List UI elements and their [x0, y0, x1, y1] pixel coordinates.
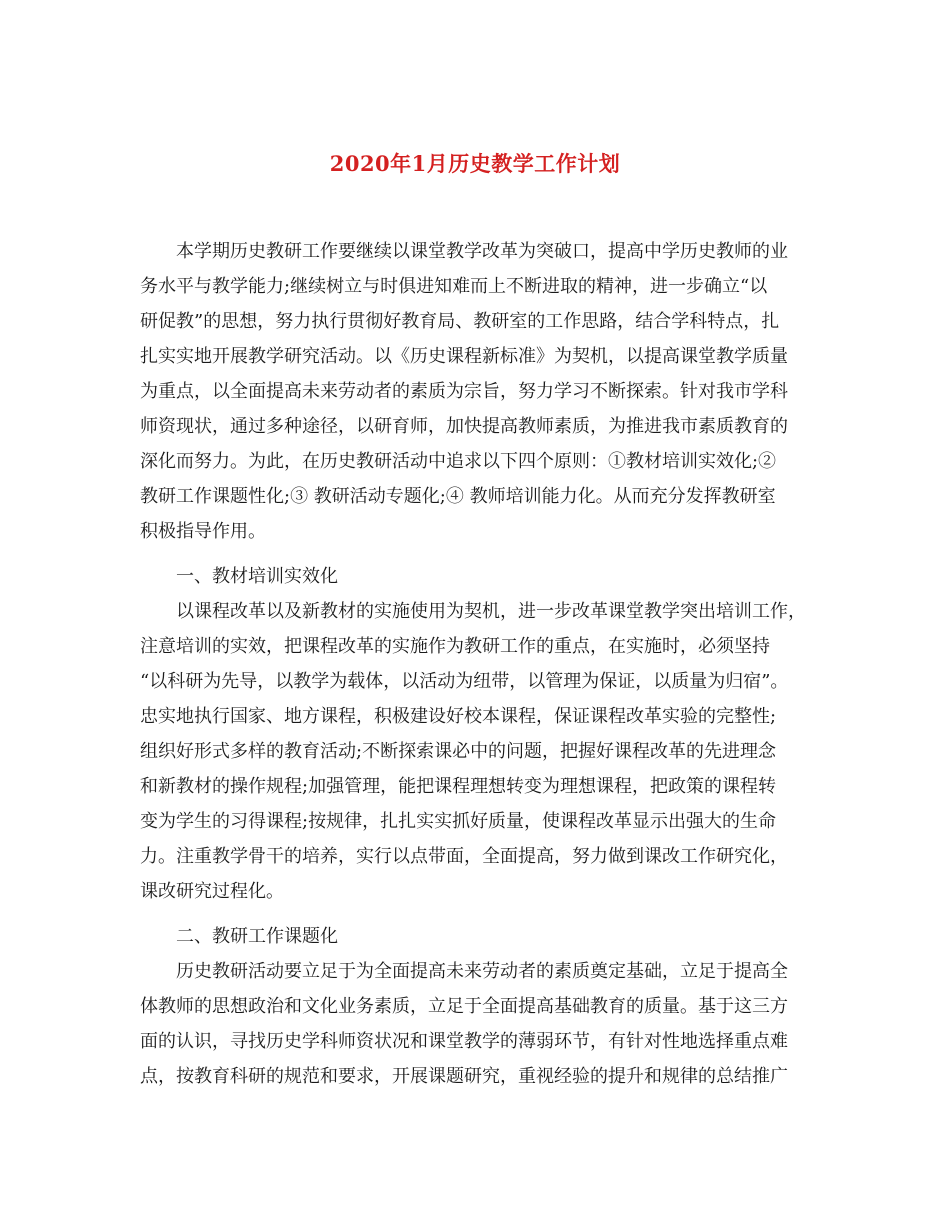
paragraph-line: 和新教材的操作规程;加强管理，能把课程理想转变为理想课程，把政策的课程转 — [140, 776, 777, 797]
paragraph-line: 师资现状，通过多种途径，以研育师，加快提高教师素质，为推进我市素质教育的 — [140, 416, 788, 437]
paragraph-line: 为重点，以全面提高未来劳动者的素质为宗旨，努力学习不断探索。针对我市学科 — [140, 381, 788, 402]
paragraph-line: 体教师的思想政治和文化业务素质，立足于全面提高基础教育的质量。基于这三方 — [140, 996, 788, 1017]
paragraph-line: 积极指导作用。 — [140, 521, 266, 542]
paragraph-line: 务水平与教学能力;继续树立与时俱进知难而上不断进取的精神，进一步确立“以 — [140, 276, 768, 297]
section-heading: 一、教材培训实效化 — [176, 566, 338, 587]
paragraph-line: 本学期历史教研工作要继续以课堂教学改革为突破口，提高中学历史教师的业 — [176, 241, 788, 262]
paragraph-line: 扎实实地开展教学研究活动。以《历史课程新标准》为契机，以提高课堂教学质量 — [140, 346, 788, 367]
paragraph-line: 以课程改革以及新教材的实施使用为契机，进一步改革课堂教学突出培训工作， — [176, 601, 806, 622]
paragraph-line: 点，按教育科研的规范和要求，开展课题研究，重视经验的提升和规律的总结推广 — [140, 1066, 788, 1087]
paragraph-line: 组织好形式多样的教育活动;不断探索课必中的问题，把握好课程改革的先进理念 — [140, 741, 777, 762]
document-title: 2020年1月历史教学工作计划 — [329, 151, 621, 176]
paragraph-line: 深化而努力。为此，在历史教研活动中追求以下四个原则：①教材培训实效化;② — [140, 451, 777, 472]
paragraph-line: 力。注重教学骨干的培养，实行以点带面，全面提高，努力做到课改工作研究化， — [140, 846, 788, 867]
paragraph-line: 面的认识，寻找历史学科师资状况和课堂教学的薄弱环节，有针对性地选择重点难 — [140, 1031, 788, 1052]
paragraph-line: 注意培训的实效，把课程改革的实施作为教研工作的重点，在实施时，必须坚持 — [140, 636, 770, 657]
paragraph-line: 变为学生的习得课程;按规律，扎扎实实抓好质量，使课程改革显示出强大的生命 — [140, 811, 777, 832]
paragraph-line: 教研工作课题性化;③ 教研活动专题化;④ 教师培训能力化。从而充分发挥教研室 — [140, 486, 776, 507]
paragraph-line: 课改研究过程化。 — [140, 881, 284, 902]
section-heading: 二、教研工作课题化 — [176, 926, 338, 947]
paragraph-line: “以科研为先导，以教学为载体，以活动为纽带，以管理为保证，以质量为归宿”。 — [140, 671, 789, 692]
paragraph-line: 研促教”的思想，努力执行贯彻好教育局、教研室的工作思路，结合学科特点，扎 — [140, 311, 780, 332]
paragraph-line: 历史教研活动要立足于为全面提高未来劳动者的素质奠定基础，立足于提高全 — [176, 961, 788, 982]
paragraph-line: 忠实地执行国家、地方课程，积极建设好校本课程，保证课程改革实验的完整性; — [140, 706, 777, 727]
